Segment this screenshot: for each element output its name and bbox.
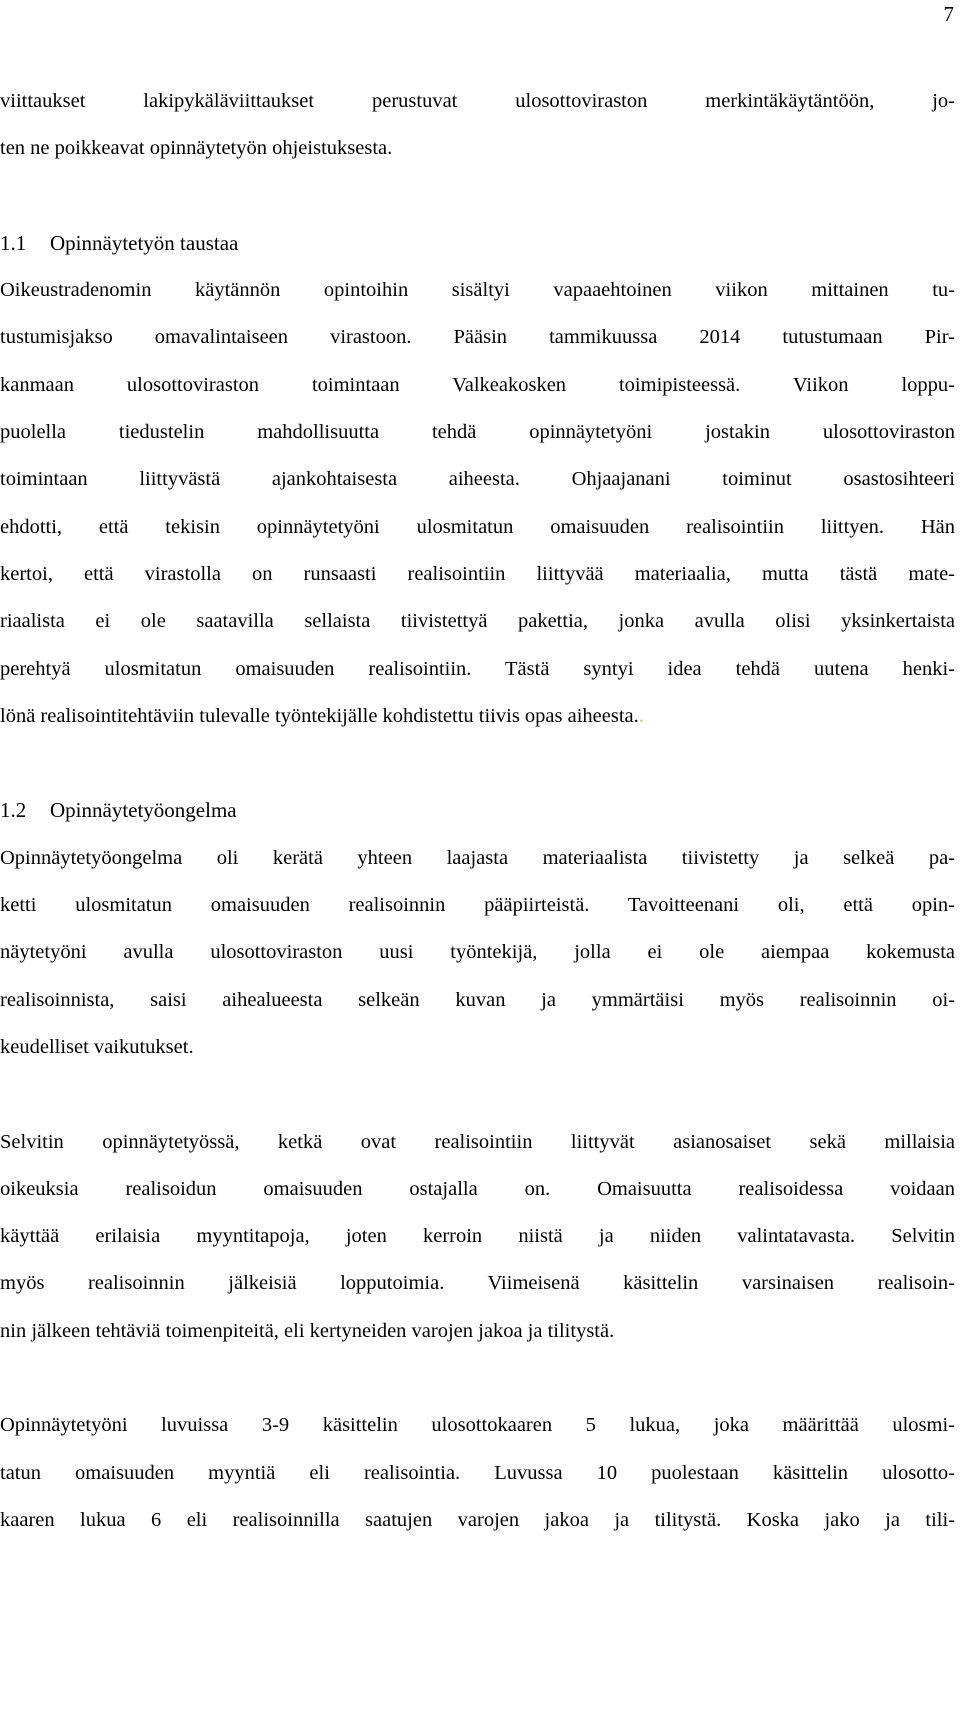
section-heading [0, 787, 955, 834]
text-line [0, 551, 955, 598]
paragraph-gap [0, 1355, 955, 1402]
text-line [0, 1260, 955, 1307]
text-line-content: ten ne poikkeavat opinnäytetyön ohjeistuksesta. [0, 137, 393, 160]
text-line-content: kertoi, että virastolla on runsaasti realisointiin liittyvää materiaalia, mutta tästä mate- [0, 562, 955, 585]
text-line-content: toimintaan liittyvästä ajankohtaisesta aiheesta. Ohjaajanani toiminut osastosihteeri [0, 468, 955, 491]
text-line-content: ketti ulosmitatun omaisuuden realisoinnin pääpiirteistä. Tavoitteenani oli, että opin- [0, 894, 955, 917]
text-line [0, 646, 955, 693]
text-line [0, 1497, 955, 1544]
text-line-content: näytetyöni avulla ulosottoviraston uusi työntekijä, jolla ei ole aiempaa kokemusta [0, 941, 955, 964]
text-line-content: Selvitin opinnäytetyössä, ketkä ovat realisointiin liittyvät asianosaiset sekä millaisia [0, 1130, 955, 1153]
text-line-content: viittaukset lakipykäläviittaukset perustuvat ulosottoviraston merkintäkäytäntöön, jo- [0, 90, 955, 112]
text-line-content: tatun omaisuuden myyntiä eli realisointia. Luvussa 10 puolestaan käsittelin ulosotto- [0, 1461, 955, 1484]
section-number: 1.1 [0, 230, 27, 255]
section-title: Opinnäytetyöongelma [50, 798, 237, 823]
text-line-content: riaalista ei ole saatavilla sellaista tiivistettyä pakettia, jonka avulla olisi yksinkertaista [0, 610, 955, 633]
paragraph [0, 78, 955, 173]
text-line [0, 362, 955, 409]
text-line-content: kanmaan ulosottoviraston toimintaan Valkeakosken toimipisteessä. Viikon loppu- [0, 373, 955, 396]
text-line [0, 882, 955, 929]
paragraph [0, 1402, 955, 1544]
document-body [0, 78, 955, 1544]
text-line [0, 929, 955, 976]
text-line [0, 835, 955, 882]
paragraph-gap [0, 173, 955, 220]
text-line-content: käyttää erilaisia myyntitapoja, joten kerroin niistä ja niiden valintatavasta. Selvitin [0, 1225, 955, 1248]
text-line [0, 504, 955, 551]
text-line-content: lönä realisointitehtäviin tulevalle työntekijälle kohdistettu tiivis opas aiheesta. [0, 704, 639, 727]
section-heading [0, 220, 955, 267]
paragraph [0, 267, 955, 740]
text-line [0, 267, 955, 314]
text-line-content: myös realisoinnin jälkeisiä lopputoimia. Viimeisenä käsittelin varsinaisen realisoin- [0, 1272, 955, 1295]
text-line [0, 693, 955, 740]
text-line [0, 598, 955, 645]
text-line [0, 1213, 955, 1260]
text-line-content: Opinnäytetyöongelma oli kerätä yhteen laajasta materiaalista tiivistetty ja selkeä pa- [0, 846, 955, 869]
text-line-content: realisoinnista, saisi aihealueesta selkeän kuvan ja ymmärtäisi myös realisoinnin oi- [0, 988, 955, 1011]
trailing-mark: . [638, 704, 644, 727]
text-line [0, 456, 955, 503]
text-line [0, 78, 955, 125]
text-line [0, 1450, 955, 1497]
paragraph [0, 835, 955, 1071]
section-title: Opinnäytetyön taustaa [50, 230, 239, 255]
text-line-content: nin jälkeen tehtäviä toimenpiteitä, eli kertyneiden varojen jakoa ja tilitystä. [0, 1319, 615, 1342]
text-line [0, 1308, 955, 1355]
paragraph [0, 1119, 955, 1355]
text-line [0, 977, 955, 1024]
text-line [0, 1119, 955, 1166]
text-line-content: ehdotti, että tekisin opinnäytetyöni ulosmitatun omaisuuden realisointiin liittyen. Hän [0, 515, 955, 538]
text-line [0, 1166, 955, 1213]
paragraph-gap [0, 740, 955, 787]
text-line-content: tustumisjakso omavalintaiseen virastoon. Pääsin tammikuussa 2014 tutustumaan Pir- [0, 326, 955, 349]
text-line-content: Oikeustradenomin käytännön opintoihin sisältyi vapaaehtoinen viikon mittainen tu- [0, 279, 955, 302]
section-number: 1.2 [0, 798, 27, 823]
text-line [0, 1024, 955, 1071]
text-line-content: keudelliset vaikutukset. [0, 1035, 194, 1058]
text-line [0, 409, 955, 456]
text-line [0, 1402, 955, 1449]
paragraph-gap [0, 1071, 955, 1118]
page-number: 7 [943, 2, 954, 26]
text-line-content: kaaren lukua 6 eli realisoinnilla saatujen varojen jakoa ja tilitystä. Koska jako ja tili- [0, 1508, 955, 1531]
text-line-content: Opinnäytetyöni luvuissa 3-9 käsittelin ulosottokaaren 5 lukua, joka määrittää ulosmi- [0, 1414, 955, 1437]
text-line-content: perehtyä ulosmitatun omaisuuden realisointiin. Tästä syntyi idea tehdä uutena henki- [0, 657, 955, 680]
text-line-content: puolella tiedustelin mahdollisuutta tehdä opinnäytetyöni jostakin ulosottoviraston [0, 421, 955, 444]
text-line [0, 125, 955, 172]
text-line-content: oikeuksia realisoidun omaisuuden ostajalla on. Omaisuutta realisoidessa voidaan [0, 1177, 955, 1200]
text-line [0, 314, 955, 361]
